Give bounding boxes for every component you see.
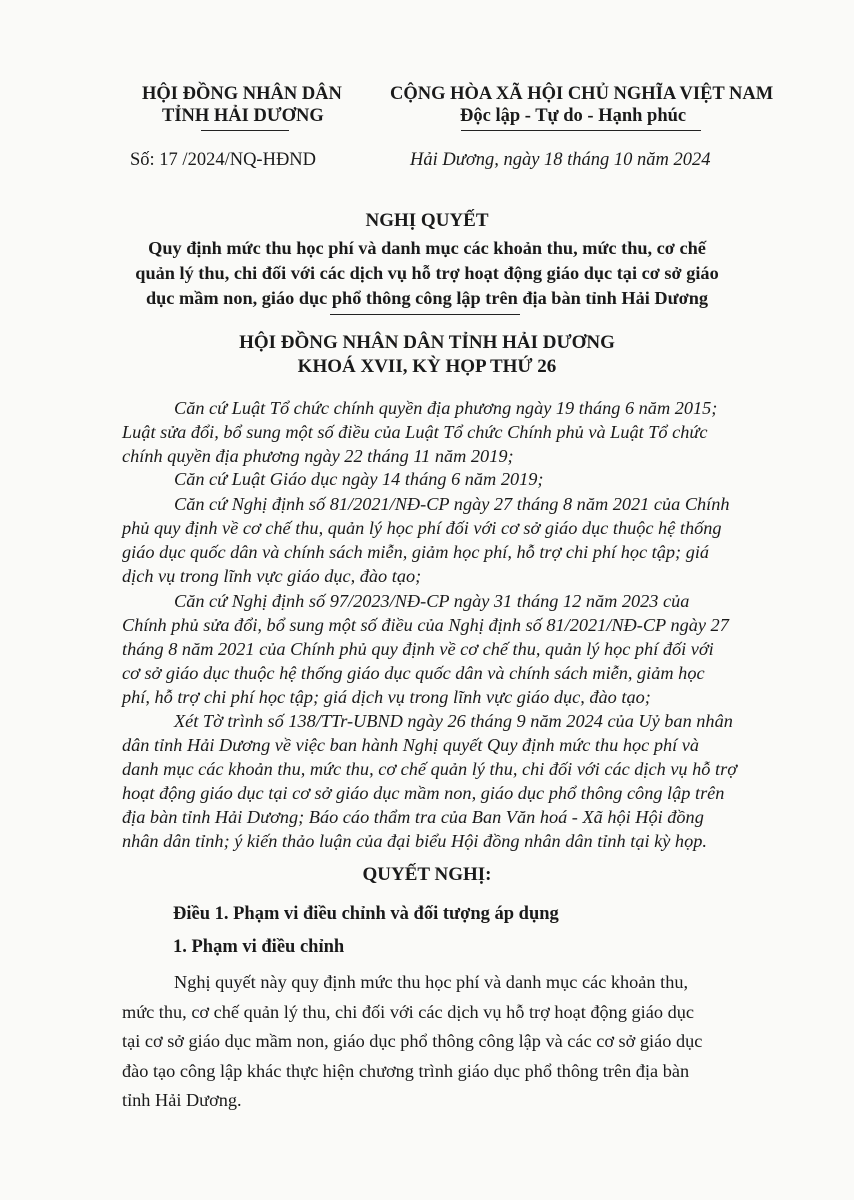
article-1-title: Điều 1. Phạm vi điều chỉnh và đối tượng áp dụng	[173, 904, 559, 924]
preamble-line: nhân dân tỉnh; ý kiến thảo luận của đại biểu Hội đồng nhân dân tỉnh tại kỳ họp.	[122, 831, 707, 851]
body-line: tại cơ sở giáo dục mầm non, giáo dục phổ thông công lập và các cơ sở giáo dục	[122, 1031, 703, 1051]
preamble-line: phí, hỗ trợ chi phí học tập; giá dịch vụ trong lĩnh vực giáo dục, đào tạo;	[122, 687, 651, 707]
body-line: Nghị quyết này quy định mức thu học phí và danh mục các khoản thu,	[174, 972, 689, 992]
preamble-legal-basis-2	[122, 467, 762, 491]
preamble-line: địa bàn tỉnh Hải Dương; Báo cáo thẩm tra của Ban Văn hoá - Xã hội Hội đồng	[122, 807, 704, 827]
subtitle-line: dục mầm non, giáo dục phổ thông công lập trên địa bàn tỉnh Hải Dương	[145, 288, 709, 308]
preamble-line: chính quyền địa phương ngày 22 tháng 11 năm 2019;	[122, 446, 514, 466]
preamble-line: cơ sở giáo dục thuộc hệ thống giáo dục quốc dân và chính sách miễn, giảm học	[122, 663, 705, 683]
subtitle-line: Quy định mức thu học phí và danh mục các khoản thu, mức thu, cơ chế	[148, 238, 706, 258]
preamble-line: Căn cứ Luật Giáo dục ngày 14 tháng 6 năm 2019;	[174, 469, 544, 489]
body-line: mức thu, cơ chế quản lý thu, chi đối với các dịch vụ hỗ trợ hoạt động giáo dục	[122, 1001, 694, 1022]
document-type-title: NGHỊ QUYẾT	[365, 210, 489, 231]
subtitle-underline	[330, 314, 520, 315]
preamble-line: dịch vụ trong lĩnh vực giáo dục, đào tạo;	[122, 566, 422, 586]
preamble-line: Xét Tờ trình số 138/TTr-UBND ngày 26 tháng 9 năm 2024 của Uỷ ban nhân	[174, 711, 733, 731]
body-line: tỉnh Hải Dương.	[122, 1090, 242, 1110]
preamble-line: Căn cứ Nghị định số 97/2023/NĐ-CP ngày 31 tháng 12 năm 2023 của	[174, 591, 690, 611]
issuer-underline	[201, 130, 289, 131]
document-number: Số: 17 /2024/NQ-HĐND	[130, 150, 317, 170]
preamble-legal-basis-3	[122, 492, 762, 588]
issuer-province: TỈNH HẢI DƯƠNG	[162, 106, 324, 126]
preamble-legal-basis-1	[122, 396, 762, 468]
preamble-legal-basis-4	[122, 589, 762, 709]
preamble-line: phủ quy định về cơ chế thu, quản lý học phí đối với cơ sở giáo dục thuộc hệ thống	[122, 518, 722, 538]
preamble-line: hoạt động giáo dục tại cơ sở giáo dục mầm non, giáo dục phổ thông công lập trên	[122, 783, 725, 803]
article-1-body	[122, 968, 762, 1116]
preamble-line: Căn cứ Luật Tổ chức chính quyền địa phương ngày 19 tháng 6 năm 2015;	[174, 398, 718, 418]
preamble-line: Chính phủ sửa đổi, bổ sung một số điều của Nghị định số 81/2021/NĐ-CP ngày 27	[122, 615, 729, 635]
national-motto: Độc lập - Tự do - Hạnh phúc	[460, 106, 687, 126]
document-subtitle	[80, 236, 774, 311]
preamble-line: danh mục các khoản thu, mức thu, cơ chế quản lý thu, chi đối với các dịch vụ hỗ trợ	[122, 759, 737, 779]
body-line: đào tạo công lập khác thực hiện chương trình giáo dục phổ thông trên địa bàn	[122, 1060, 690, 1081]
decision-heading: QUYẾT NGHỊ:	[362, 864, 492, 885]
council-name: HỘI ĐỒNG NHÂN DÂN TỈNH HẢI DƯƠNG	[239, 332, 615, 353]
preamble-line: Căn cứ Nghị định số 81/2021/NĐ-CP ngày 27 tháng 8 năm 2021 của Chính	[174, 494, 730, 514]
country-name: CỘNG HÒA XÃ HỘI CHỦ NGHĨA VIỆT NAM	[390, 84, 774, 104]
article-1-section-1-title: 1. Phạm vi điều chỉnh	[173, 937, 345, 957]
subtitle-line: quản lý thu, chi đối với các dịch vụ hỗ trợ hoạt động giáo dục tại cơ sở giáo	[135, 263, 719, 283]
preamble-line: tháng 8 năm 2021 của Chính phủ quy định về cơ chế thu, quản lý học phí đối với	[122, 639, 714, 659]
issuer-name: HỘI ĐỒNG NHÂN DÂN	[142, 84, 342, 104]
preamble-consideration	[122, 709, 762, 853]
motto-underline	[461, 130, 701, 131]
issue-date: Hải Dương, ngày 18 tháng 10 năm 2024	[410, 150, 711, 170]
preamble-line: dân tỉnh Hải Dương về việc ban hành Nghị quyết Quy định mức thu học phí và	[122, 735, 700, 755]
council-session: KHOÁ XVII, KỲ HỌP THỨ 26	[297, 356, 557, 377]
preamble-line: Luật sửa đổi, bổ sung một số điều của Luật Tổ chức Chính phủ và Luật Tổ chức	[122, 422, 708, 442]
preamble-line: giáo dục quốc dân và chính sách miễn, giảm học phí, hỗ trợ chi phí học tập; giá	[122, 542, 710, 562]
